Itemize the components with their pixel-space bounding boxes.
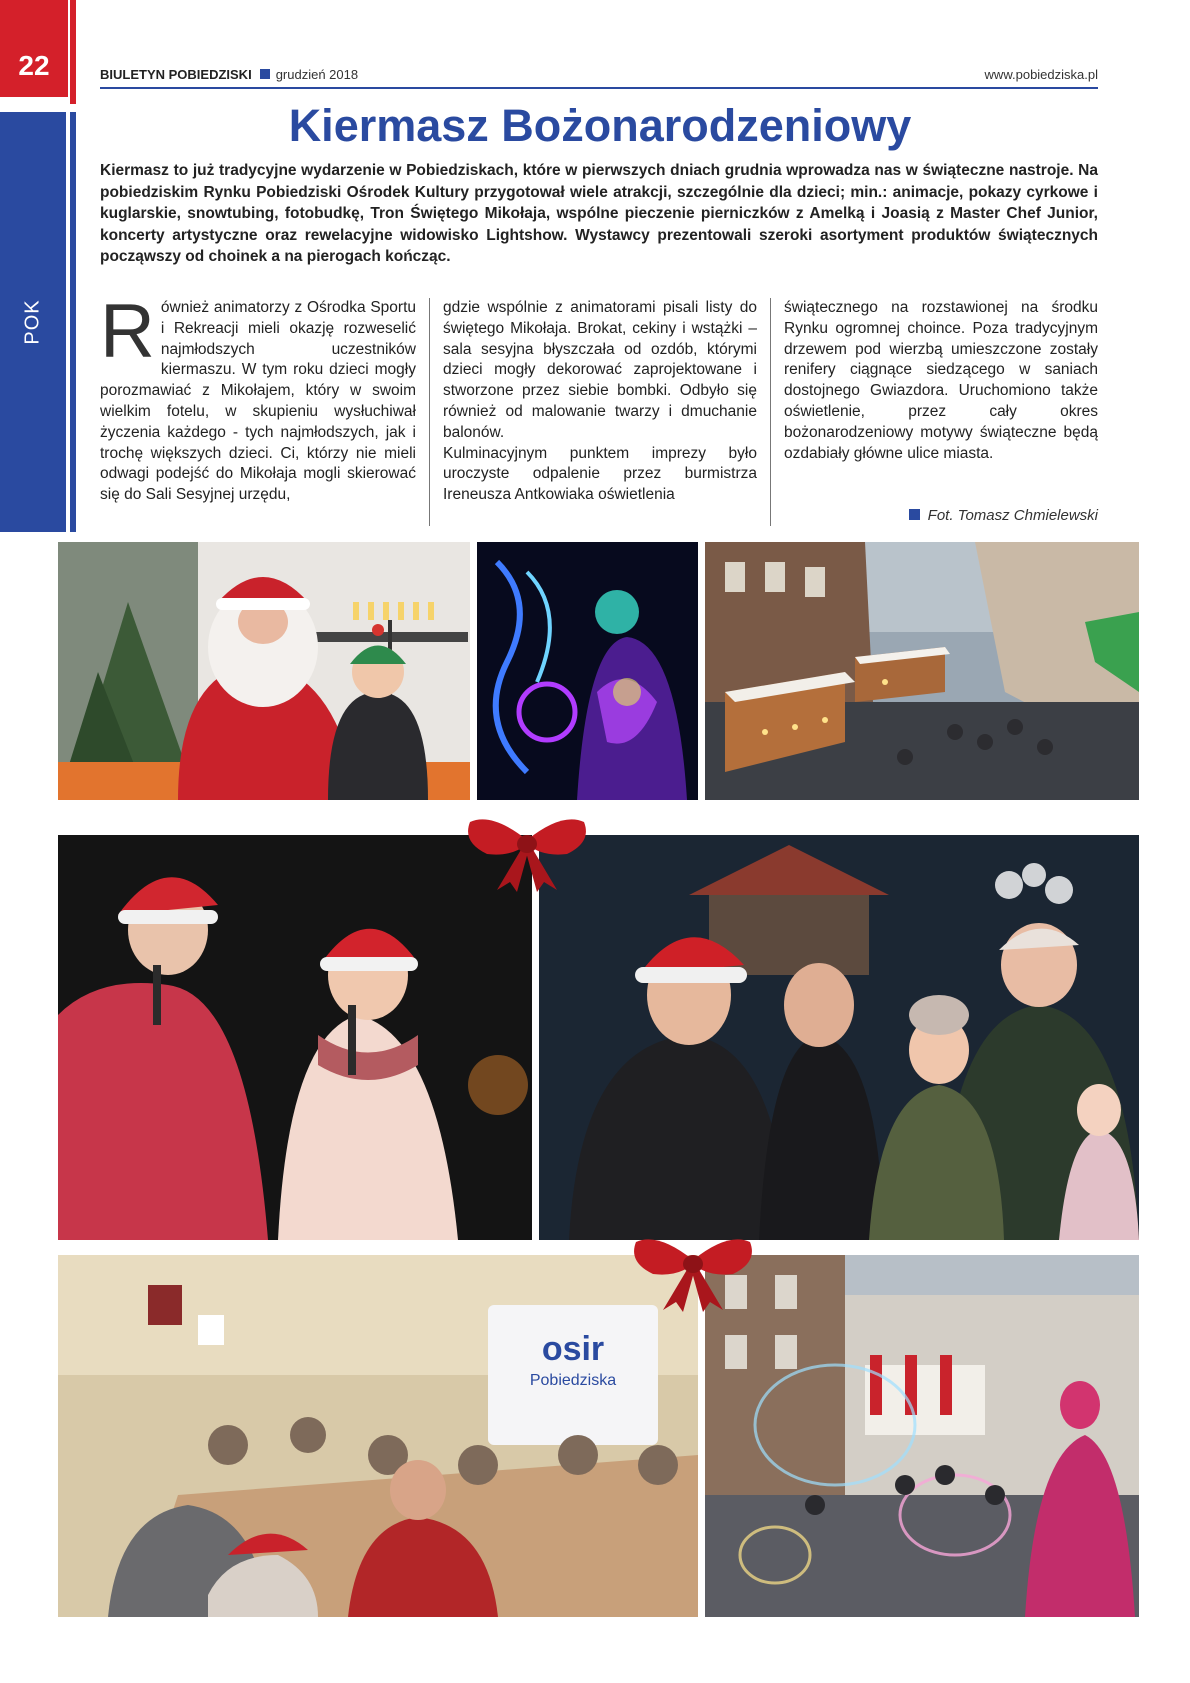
article-lead: Kiermasz to już tradycyjne wydarzenie w Pobiedziskach, które w pierwszych dniach grudnia wprowadza nas w świąteczne nastroje. Na pobiedziskim Rynku Pobiedziski Ośrodek Kultury przygotował wiele atrakcji, szczególnie dla dzieci; min.: animacje, pokazy cyrkowe i kuglarskie, snowtubing, fotobudkę, Tron Świętego Mikołaja, wspólne pieczenie pierniczków z Amelką i Joasią z Master Chef Junior, koncerty artystyczne oraz rewelacyjne widowisko Lightshow. Wystawcy prezentowali szeroki asortyment produktów świątecznych począwszy od choinek a na pierogach kończąc. — [100, 162, 1098, 265]
photo-credit — [880, 507, 1098, 524]
publication-title: BIULETYN POBIEDZISKI — [100, 67, 252, 82]
sign-town: Pobiedziska — [529, 1372, 617, 1389]
photo-bubbles-square — [705, 1255, 1139, 1617]
blue-margin-strip — [70, 112, 76, 532]
drop-cap: R — [100, 289, 155, 374]
page-header — [100, 67, 1098, 89]
column-divider — [429, 298, 430, 526]
page-number: 22 — [18, 50, 50, 81]
header-square-icon — [260, 69, 270, 79]
section-label-text: POK — [21, 299, 44, 345]
photo-lightshow-performer — [477, 542, 698, 800]
column-2-paragraph-2: Kulminacyjnym punktem imprezy było uroczyste odpalenie przez burmistrza Ireneusza Antkowiaka oświetlenia — [443, 444, 757, 504]
red-bow-icon — [628, 1232, 758, 1312]
photo-credit-text: Fot. Tomasz Chmielewski — [927, 507, 1098, 524]
sign-brand: osir — [541, 1330, 605, 1368]
photo-workshop-room — [58, 1255, 698, 1617]
text-column-2 — [443, 298, 757, 506]
page-number-box — [0, 0, 68, 97]
article-title: Kiermasz Bożonarodzeniowy — [288, 100, 912, 151]
issue-date: grudzień 2018 — [275, 67, 359, 82]
red-bow-icon — [462, 812, 592, 892]
text-column-3 — [784, 298, 1098, 464]
column-1-text: ównież animatorzy z Ośrodka Sportu i Rekreacji mieli okazję rozweselić najmłodszych uczestników kiermaszu. W tym roku dzieci mogły porozmawiać z Mikołajem, który w swoim wielkim fotelu, w skupieniu wysłuchiwał życzenia każdego - tych najmłodszych, jak i trochę większych dzieci. Ci, którzy nie mieli odwagi podejść do Mikołaja mogli skierować się do Sali Sesyjnej urzędu, — [100, 299, 416, 504]
column-divider — [770, 298, 771, 526]
photo-santa-with-child — [58, 542, 470, 800]
text-column-1 — [100, 289, 416, 506]
website-link[interactable]: www.pobiedziska.pl — [984, 67, 1098, 82]
section-label — [0, 112, 66, 532]
photo-mayor-with-residents — [539, 835, 1139, 1240]
column-3-text: świątecznego na rozstawionej na środku Rynku ogromnej choince. Poza tradycyjnym drzewem pod wierzbą umieszczone zostały renifery ciągnące siedzącego w saniach dostojnego Gwiazdora. Uruchomiono także oświetlenie, przez cały okres bożonarodzeniowy motywy świąteczne będą ozdabiały główne ulice miasta. — [784, 299, 1098, 462]
column-2-paragraph-1: gdzie wspólnie z animatorami pisali listy do świętego Mikołaja. Brokat, cekiny i wstążki – sala sesyjna błyszczała od ozdób, którymi dzieci mogły dekorować zaprojektowane i stworzone przez siebie bombki. Odbyło się również od malowanie twarzy i dmuchanie balonów. — [443, 299, 757, 441]
photo-christmas-market-street — [705, 542, 1139, 800]
red-margin-strip — [70, 0, 76, 104]
photo-girls-singing — [58, 835, 532, 1240]
credit-square-icon — [909, 509, 920, 520]
